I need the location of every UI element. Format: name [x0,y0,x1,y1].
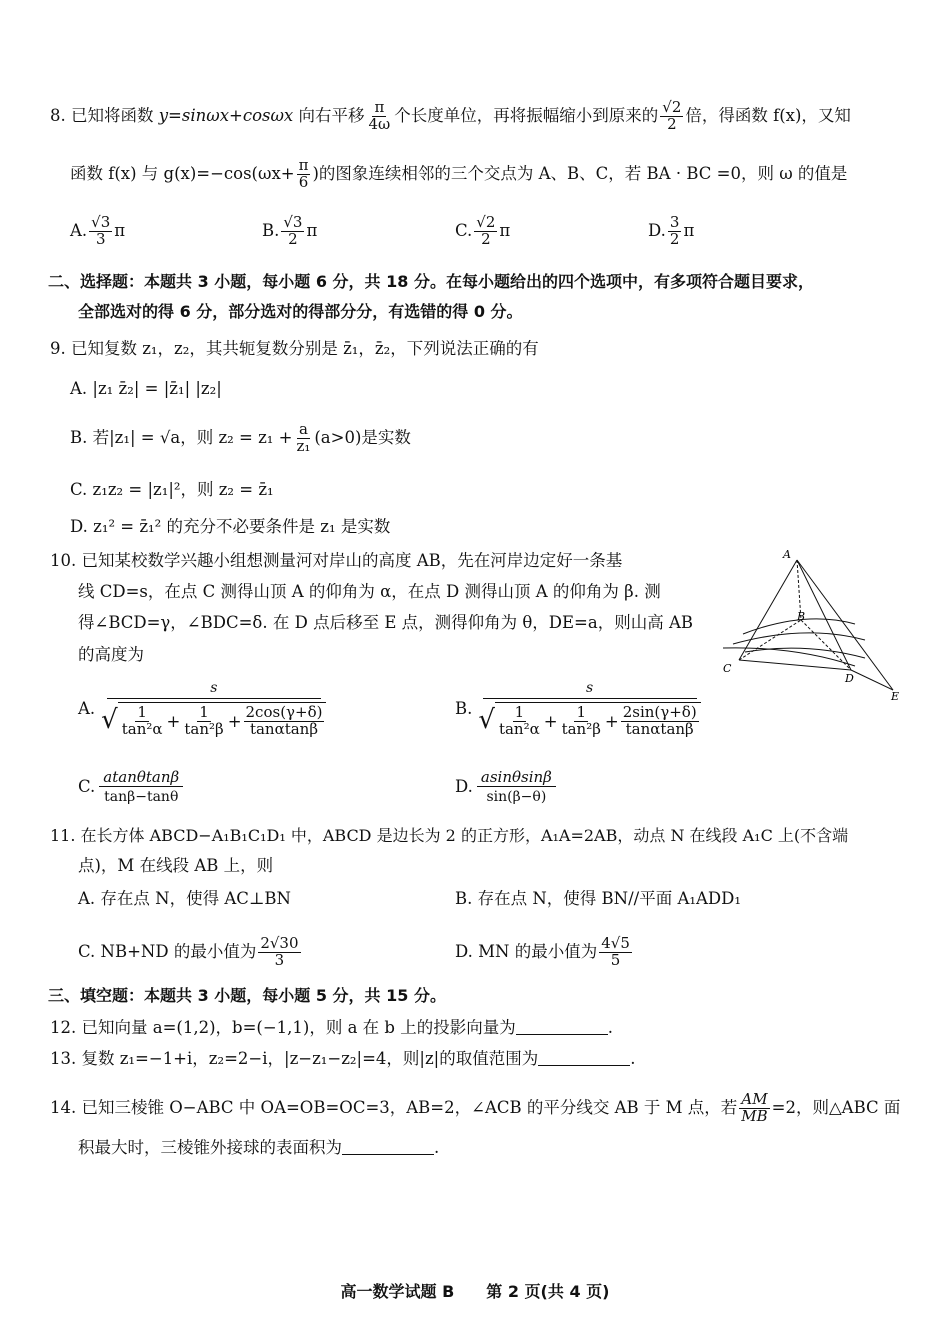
q9-option-d: D. z₁² = z̄₁² 的充分不必要条件是 z₁ 是实数 [70,517,391,536]
section3-heading: 三、填空题：本题共 3 小题，每小题 5 分，共 15 分。 [48,986,446,1005]
frac-num: 2cos(γ+δ) [245,703,323,721]
frac-num: atanθtanβ [99,768,183,787]
q11-line2: 点)，M 在线段 AB 上，则 [78,856,274,875]
section2-heading: 二、选择题：本题共 3 小题，每小题 6 分，共 18 分。在每小题给出的四个选项中，有多项符合题目要求， [48,272,814,291]
frac-den: 2 [288,229,298,248]
q8-text: 倍，得函数 f(x)，又知 [685,105,851,125]
q10-line4: 的高度为 [78,645,144,664]
frac-den: 3 [95,229,106,248]
q8-option-d [648,215,694,248]
option-suffix: π [499,220,511,240]
frac-num: 1 [199,703,209,721]
q11-d-text: D. MN 的最小值为 [455,941,598,961]
q11-line1: 11. 在长方体 ABCD−A₁B₁C₁D₁ 中，ABCD 是边长为 2 的正方形，A₁A=2AB，动点 N 在线段 A₁C 上(不含端 [50,826,849,845]
edge-ae [797,560,893,690]
q11-option-c [78,936,303,969]
frac-den: 6 [298,172,309,191]
mountain-contour-lower [733,633,865,644]
label-e: E [891,690,900,703]
frac-den: 2 [669,229,680,248]
frac-den: tanβ−tanθ [104,789,179,805]
q11-option-b: B. 存在点 N，使得 BN//平面 A₁ADD₁ [455,889,741,908]
frac-den: tanαtanβ [249,719,319,738]
answer-blank[interactable] [342,1138,434,1155]
section2-heading-line2: 全部选对的得 6 分，部分选对的得部分分，有选错的得 0 分。 [78,302,523,321]
frac-den: sin(β−θ) [486,789,547,805]
q14-ratio-fraction [739,1092,769,1125]
q14-end: . [434,1138,440,1157]
q9-option-c: C. z₁z₂ = |z₁|²，则 z₂ = z̄₁ [70,480,274,499]
q11-option-a: A. 存在点 N，使得 AC⊥BN [78,889,291,908]
q12-text: 12. 已知向量 a=(1,2)，b=(−1,1)，则 a 在 b 上的投影向量为 [50,1018,516,1037]
q14-text: 14. 已知三棱锥 O−ABC 中 OA=OB=OC=3，AB=2，∠ACB 的平分线交 AB 于 M 点，若 [50,1097,738,1117]
frac-num: √3 [91,213,111,231]
q9-b-text: B. 若|z₁| = √a，则 z₂ = z₁ + [70,427,293,447]
q10-b-radical: √ $\frac{1}{\text{tan²α}}$ + $\frac{1}{\text{tan²β}}$ + $\frac{2\sin(\gamma+\delta)}{\tan\alpha\tan\beta}$ [478,702,700,738]
q10-option-c [78,768,183,805]
radical-term [621,705,699,738]
frac-den: 4ω [368,114,391,133]
q10-line1: 10. 已知某校数学兴趣小组想测量河对岸山的高度 AB，先在河岸边定好一条基 [50,551,623,570]
option-label: D. [648,220,666,240]
q14-line1 [50,1092,900,1125]
radical-term [120,705,165,738]
frac-num: 4√5 [601,934,630,952]
page-footer: 高一数学试题 B 第 2 页(共 4 页) [340,1282,610,1301]
frac-den: tan²α [498,719,540,738]
radical-term [244,705,325,738]
q11-d-fraction [599,936,632,969]
option-suffix: π [114,220,126,240]
frac-num: 1 [576,703,586,721]
option-suffix: π [306,220,318,240]
frac-den: z₁ [296,436,311,455]
scale-fraction [660,100,683,133]
option-fraction [474,215,497,248]
q9-option-b [70,422,411,455]
option-label: A. [70,220,88,240]
q9-b-fraction [294,422,312,455]
pi6-fraction [297,158,311,191]
q8-text: )的图象连续相邻的三个交点为 A、B、C，若 BA · BC =0，则 ω 的值是 [312,163,848,183]
q10-option-a [78,680,326,738]
option-label: B. [455,699,473,719]
option-label: D. [455,777,473,796]
answer-blank[interactable] [516,1018,608,1035]
edge-cd [739,660,851,670]
q10-line2: 线 CD=s，在点 C 测得山顶 A 的仰角为 α，在点 D 测得山顶 A 的仰角为 β. 测 [78,582,661,601]
frac-den: tan²α [121,719,163,738]
label-b: B [797,610,806,623]
frac-num: 2sin(γ+δ) [622,703,697,721]
frac-den: 3 [274,950,285,969]
q8-text: 8. 已知将函数 [50,105,159,125]
edge-ac [739,560,797,660]
frac-den: 5 [610,950,621,969]
q8-text: 个长度单位，再将振幅缩小到原来的 [394,105,659,125]
q10-c-fraction [99,768,183,805]
label-c: C [723,662,732,675]
q8-text: 向右平移 [293,105,365,125]
frac-num: AM [741,1090,768,1108]
option-label: C. [78,777,96,796]
frac-num: √2 [662,98,682,116]
frac-num: s [483,680,697,699]
frac-den: tan²β [184,719,224,738]
option-fraction [668,215,682,248]
frac-den: 2 [481,229,491,248]
option-fraction [89,215,112,248]
q8-option-a [70,215,125,248]
q11-option-d [455,936,634,969]
edge-de [851,670,893,690]
frac-den: tanαtanβ [625,719,694,738]
answer-blank[interactable] [538,1049,630,1066]
sqrt-sign: √ [478,704,495,735]
q9-stem: 9. 已知复数 z₁，z₂，其共轭复数分别是 z̄₁，z̄₂，下列说法正确的有 [50,339,539,358]
frac-num: a [298,420,308,438]
radical-term [560,705,603,738]
q10-a-fraction [101,680,326,738]
frac-num: asinθsinβ [477,768,556,787]
q10-option-b [455,680,701,738]
frac-den: MB [741,1106,768,1125]
river-bank [723,648,855,666]
frac-num: 1 [137,703,147,721]
q10-d-fraction [477,768,556,805]
q14-text: =2，则△ABC 面 [771,1097,901,1117]
q10-option-d [455,768,556,805]
q8-line2 [70,158,847,191]
q14-text: 积最大时，三棱锥外接球的表面积为 [78,1138,342,1157]
q14-line2 [78,1137,439,1159]
q13-end: . [630,1049,636,1068]
frac-den: 2 [667,114,677,133]
option-label: A. [78,699,96,719]
label-a: A [783,548,791,561]
q9-option-a: A. |z₁ z̄₂| = |z̄₁| |z₂| [70,379,222,398]
q12-line [50,1017,613,1039]
option-suffix: π [683,220,695,240]
option-label: C. [455,220,473,240]
option-label: B. [262,220,280,240]
frac-num: √2 [476,213,496,231]
frac-num: 3 [669,213,680,231]
radical-term [182,705,225,738]
q10-b-fraction [478,680,700,738]
q8-text: 函数 f(x) 与 g(x)=−cos(ωx+ [70,163,295,183]
frac-num: π [298,156,309,174]
q12-end: . [607,1018,613,1037]
q13-line [50,1048,635,1070]
shift-fraction [367,100,393,133]
sqrt-sign: √ [101,704,118,735]
frac-num: 2√30 [260,934,299,952]
mountain-figure [715,548,905,704]
q11-c-fraction [258,936,300,969]
frac-num: √3 [283,213,303,231]
q13-text: 13. 复数 z₁=−1+i，z₂=2−i，|z−z₁−z₂|=4，则|z|的取值范围为 [50,1049,539,1068]
q8-option-c [455,215,510,248]
frac-num: s [107,680,321,699]
q10-a-radical: √ $\frac{1}{\text{tan²α}}$ + $\frac{1}{\text{tan²β}}$ + $\frac{2\cos(\gamma+\delta)}{\tan\alpha\tan\beta}$ [101,702,326,738]
q11-c-text: C. NB+ND 的最小值为 [78,941,257,961]
q9-b-text: (a>0)是实数 [314,427,411,447]
q8-option-b [262,215,317,248]
label-d: D [845,672,854,685]
q8-line1 [50,100,851,133]
frac-den: tan²β [561,719,601,738]
option-fraction [281,215,304,248]
q10-line3: 得∠BCD=γ，∠BDC=δ. 在 D 点后移至 E 点，测得仰角为 θ，DE=a，则山高 AB [78,613,694,632]
frac-num: 1 [514,703,525,721]
radical-term [497,705,542,738]
q8-func: y=sinωx+cosωx [158,105,294,125]
frac-num: π [374,98,385,116]
